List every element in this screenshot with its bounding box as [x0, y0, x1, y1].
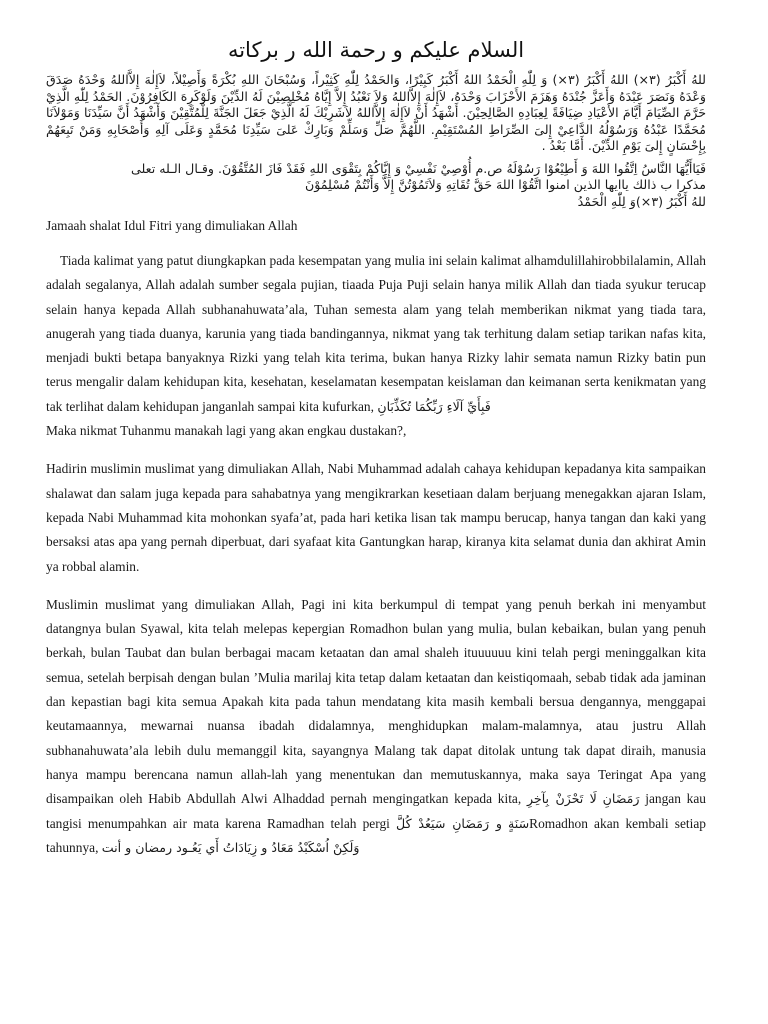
arabic-second-line-1: فَيَاأَيُّهَا النَّاسُ اِتَّقُوا اللهَ وَ أَطِيْعُوْا رَسُوْلَهُ ص.م أُوْصِيْ نَفْسِيْ وَ إِيَّاكُمْ بِتَقْوَى اللهِ فَقَدْ فَازَ المُتَّقُوْنَ. وقـال الـله تعلى: [130, 160, 706, 176]
arabic-second-line-2: مذكرا ب ذالك ياايها الذين امنوا اتَّقُوْا اللهَ حَقَّ تُقَاتِهِ وَلاَتَمُوْتُنَّ إِلاَّ وَأَنْتُمْ مُسْلِمُوْنَ: [304, 177, 706, 192]
paragraph-1-tail: Maka nikmat Tuhanmu manakah lagi yang akan engkau dustakan?,: [46, 423, 407, 439]
paragraph-3-arabic-3-left: سَنَةٍ: [508, 815, 530, 831]
arabic-opening-block: للهُ أَكْبَرُ (٣×) اللهُ أَكْبَرُ (٣×) وَ لِلّٰهِ الْحَمْدُ اللهُ أَكْبَرُ كَبِيْرًا، وَالحَمْدُ لِلّٰهِ كَثِيْراً، وَسُبْحَانَ اللهِ بُكْرَةً وَأَصِيْلاً، لاَإِلٰهَ إِلاَّاللهُ وَحْدَهُ صَدَقَ وَعْدَهُ وَنَصَرَ عَبْدَهُ وَأَعَزَّ جُنْدَهُ وَهَزَمَ الأَحْزَابَ وَحْدَهُ، لاَإِلٰهَ إِلاَّاللهُ وَلاَ نَعْبُدُ إِلاَّ إِيَّاهُ مُخْلِصِيْنَ لَهُ الدِّيْنَ وَلَوْكَرِهَ الكَافِرُوْنَ. الحَمْدُ لِلّٰهِ الَّذِيْ حَرَّمَ الصِّيَامَ أَيَّامَ الأَعْيَادِ ضِيَافَةً لِعِبَادِهِ الصَّالِحِيْنَ. أَشْهَدُ أَنْ لاَإِلٰهَ إِلاَّاللهُ لاَشَرِيْكَ لَهُ الَّذِيْ جَعَلَ الجَنَّةَ لِلْمُتَّقِيْنَ وَأَشْهَدُ أَنَّ سَيِّدَنَا وَمَوْلاَنَا مُحَمَّدًا عَبْدُهُ وَرَسُوْلُهُ الدَّاعِيْ إِلىَ الصِّرَاطِ المُسْتَقِيْمِ. اللَّهُمَّ صَلِّ وَسَلِّمْ وَبَارِكْ عَلىَ سَيِّدِنَا مُحَمَّدٍ وَعَلَى آلِهِ وَأَصْحَابِهِ وَمَنْ تَبِعَهُمْ بِإِحْسَانٍ إِلىَ يَوْمِ الدِّيْنَ. أَمَّا بَعْدُ .: [46, 72, 706, 153]
paragraph-3: [46, 593, 706, 860]
greeting-line: Jamaah shalat Idul Fitri yang dimuliakan Allah: [46, 218, 298, 233]
paragraph-3-arabic-2-right: و رَمَضَانِ سَيَعُدْ كُلَّ: [396, 815, 502, 831]
paragraph-1: [46, 249, 706, 443]
paragraph-1-text: Tiada kalimat yang patut diungkapkan pada kesempatan yang mulia ini selain kalimat alhamdulillahirobbilalamin, Allah adalah segalanya, Allah adalah sumber segala pujian, tiaada Puja Puji selain hanya milik Allah dan tiada syukur terucap selain hanya kepada Allah subhanahuwata’ala, Tuhan semesta alam yang telah memberikan nikmat yang tiada tara, anugerah yang tiada duanya, karunia yang tiada bandingannya, nikmat yang tak terhitung dalam setiap tarikan nafas kita, menjadi bukti betapa banyaknya Rizki yang telah kita terima, bukan hanya Rizky lahir semata namun Rizky batin pun terus mengalir dalam kehidupan kita, kesehatan, keselamatan kesempatan keislaman dan keimanan serta kenikmatan yang tak terlihat dalam kehidupan janganlah sampai kita kufurkan,: [46, 253, 706, 414]
arabic-second-block: [46, 161, 706, 211]
paragraph-3-text: Muslimin muslimat yang dimuliakan Allah, Pagi ini kita berkumpul di tempat yang penuh berkah ini menyambut datangnya bulan Syawal, kita telah melepas kepergian Romadhon bulan yang mulia, bulan kebaikan, bulan yang penuh berkah, bulan Taubat dan bulan berbagai macam ketaatan dan amal shaleh ituuuuuu kini telah pergi meninggalkan kita semua, setelah berpisah dengan bulan ’Mulia marilaj kita tetap dalam ketaatan dan keistiqomaah, sebab tidak ada jaminan dan kepastian bagi kita semua Apakah kita pada tahun mendatang kita masih kembali bersua dengannya, menggapai keutamaannya, mewarnai nuansa ibadah didalamnya, menghidupkan malam-malamnya, atau justru Allah subhanahuwata’ala lebih dulu memanggil kita, sayangnya Malang tak dapat ditolak untung tak dapat diraih, manusia hanya mampu berencana namun allah-lah yang menentukan dan memutuskannya, maka saya Teringat Apa yang disampaikan oleh Habib Abdullah Alwi Alhaddad pernah mengingatkan kepada kita,: [46, 596, 706, 807]
paragraph-3-line-3-text: Romadhon akan kembali setiap tahunnya,: [46, 815, 706, 855]
paragraph-3-arabic-3-right: وَلَكِنْ اُسْكَبْدُ مَعَادُ و زِيَادَاتُ أَي يَعُـود رمضان و أنت: [101, 839, 360, 855]
paragraph-3-line-2-text: jangan kau tangisi menumpahkan air mata karena Ramadhan telah pergi: [46, 791, 706, 831]
paragraph-3-arabic-1: لَا تَحْزَنْ بِآخِرِ: [526, 791, 597, 807]
arabic-second-line-3: للهُ أَكْبَرُ (٣×)وَ لِلّٰهِ الْحَمْدُ: [577, 193, 706, 209]
paragraph-3-arabic-2-left: رَمَضَانِ: [602, 791, 640, 807]
paragraph-2: Hadirin muslimin muslimat yang dimuliakan Allah, Nabi Muhammad adalah cahaya kehidupan kepadanya kita sampaikan shalawat dan salam juga kepada para sahabatnya yang mengikrarkan kesetiaan dalam berjuang menegakkan ajaran Islam, kepada Nabi Muhammad kita mohonkan syafa’at, pada hari ketika lisan tak mampu berucap, hanya tangan dan kaki yang bersaksi atas apa yang pernah diperbuat, dari syafaat kita Gantungkan harap, kiranya kita selamat dunia dan akhirat Amin ya robbal alamin.: [46, 461, 706, 574]
page-title: السلام عليكم و رحمة الله ر بركاته: [227, 38, 525, 62]
paragraph-1-arabic-verse: فَبِأَيِّ آلَاءِ رَبِّكُمَا تُكَذِّبَانِ: [377, 398, 491, 414]
